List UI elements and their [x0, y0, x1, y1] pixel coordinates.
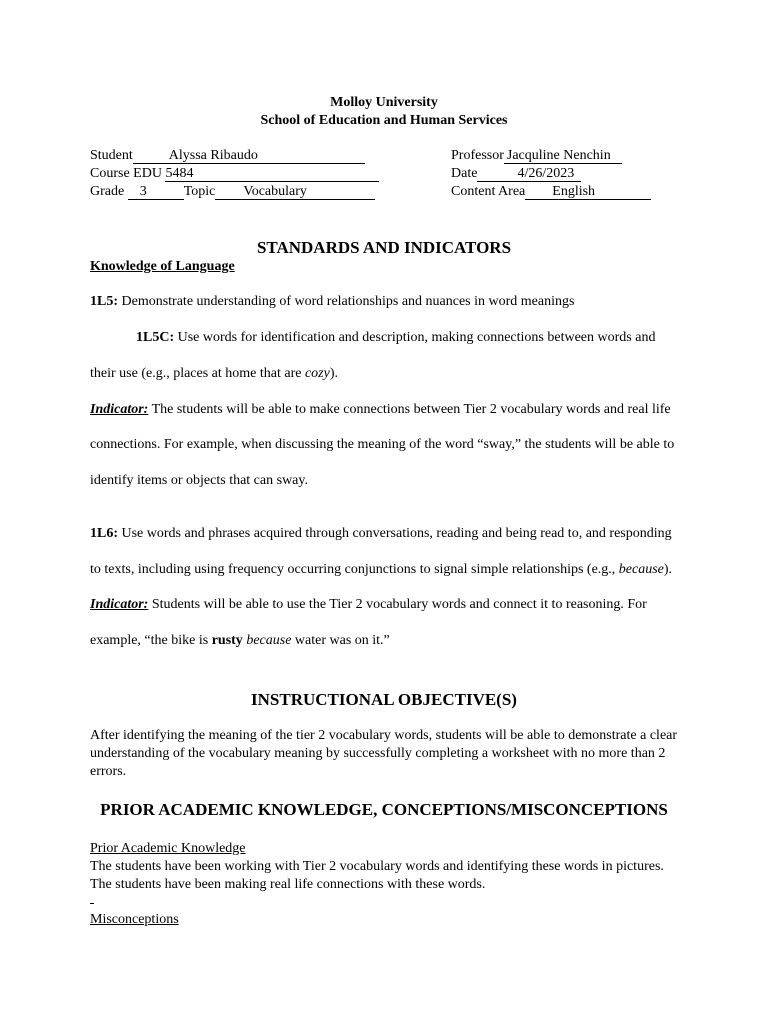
standard-1l5c-line2: their use (e.g., places at home that are cozy).	[90, 366, 339, 381]
blank-line-mark	[90, 903, 94, 904]
content-area-value: English	[525, 184, 651, 200]
date-row	[451, 166, 581, 182]
knowledge-of-language-subheading: Knowledge of Language	[90, 259, 235, 274]
topic-value: Vocabulary	[215, 184, 375, 200]
course-row	[90, 166, 379, 182]
standard-1l6-code: 1L6:	[90, 526, 118, 541]
professor-value: Jacquline Nenchin	[504, 148, 622, 164]
indicator-1-line1: Indicator: The students will be able to make connections between Tier 2 vocabulary words and real life	[90, 402, 671, 417]
topic-label: Topic	[183, 184, 216, 199]
objectives-heading: INSTRUCTIONAL OBJECTIVE(S)	[251, 690, 517, 709]
student-row	[90, 148, 365, 164]
prior-knowledge-heading: PRIOR ACADEMIC KNOWLEDGE, CONCEPTIONS/MISCONCEPTIONS	[100, 800, 668, 819]
indicator-2-line1: Indicator: Students will be able to use the Tier 2 vocabulary words and connect it to reasoning. For	[90, 597, 647, 612]
standard-1l5c-line1: 1L5C: Use words for identification and description, making connections between words and	[136, 330, 656, 345]
content-area-label: Content Area	[451, 184, 526, 199]
grade-value: 3	[128, 184, 184, 200]
indicator-1-line3: identify items or objects that can sway.	[90, 473, 308, 488]
prior-knowledge-line1: The students have been working with Tier 2 vocabulary words and identifying these words in pictures.	[90, 859, 664, 874]
student-label: Student	[90, 148, 133, 163]
standard-1l5c-code: 1L5C:	[136, 330, 175, 345]
date-value: 4/26/2023	[477, 166, 581, 182]
indicator-label: Indicator:	[90, 597, 149, 612]
indicator-1-line2: connections. For example, when discussing the meaning of the word “sway,” the students will be able to	[90, 437, 675, 452]
standard-1l6-line2: to texts, including using frequency occurring conjunctions to signal simple relationships (e.g., because).	[90, 562, 673, 577]
student-value: Alyssa Ribaudo	[133, 148, 365, 164]
professor-label: Professor	[451, 148, 504, 163]
date-label: Date	[451, 166, 478, 181]
grade-topic-row	[90, 184, 375, 200]
standards-heading: STANDARDS AND INDICATORS	[256, 238, 512, 257]
objective-line3: errors.	[90, 764, 127, 779]
objective-line1: After identifying the meaning of the tier 2 vocabulary words, students will be able to demonstrate a clear	[90, 728, 678, 743]
professor-row	[451, 148, 622, 164]
indicator-label: Indicator:	[90, 402, 149, 417]
standard-1l5	[90, 294, 574, 310]
standard-1l5-code: 1L5:	[90, 294, 118, 309]
prior-knowledge-line2: The students have been making real life connections with these words.	[90, 877, 486, 892]
course-label: Course EDU	[90, 166, 162, 181]
objective-line2: understanding of the vocabulary meaning by successfully completing a worksheet with no more than 2	[90, 746, 666, 761]
course-value: 5484	[165, 166, 379, 182]
indicator-2-line2: example, “the bike is rusty because water was on it.”	[90, 633, 390, 648]
misconceptions-subheading: Misconceptions	[90, 912, 179, 927]
grade-label: Grade	[90, 184, 125, 199]
university-name: Molloy University	[330, 95, 438, 110]
prior-academic-knowledge-subheading: Prior Academic Knowledge	[90, 841, 246, 856]
standard-1l6-line1: 1L6: Use words and phrases acquired through conversations, reading and being read to, and responding	[90, 526, 672, 541]
standard-1l5-text: Demonstrate understanding of word relationships and nuances in word meanings	[118, 294, 575, 309]
content-area-row	[451, 184, 651, 200]
school-name: School of Education and Human Services	[260, 113, 508, 128]
